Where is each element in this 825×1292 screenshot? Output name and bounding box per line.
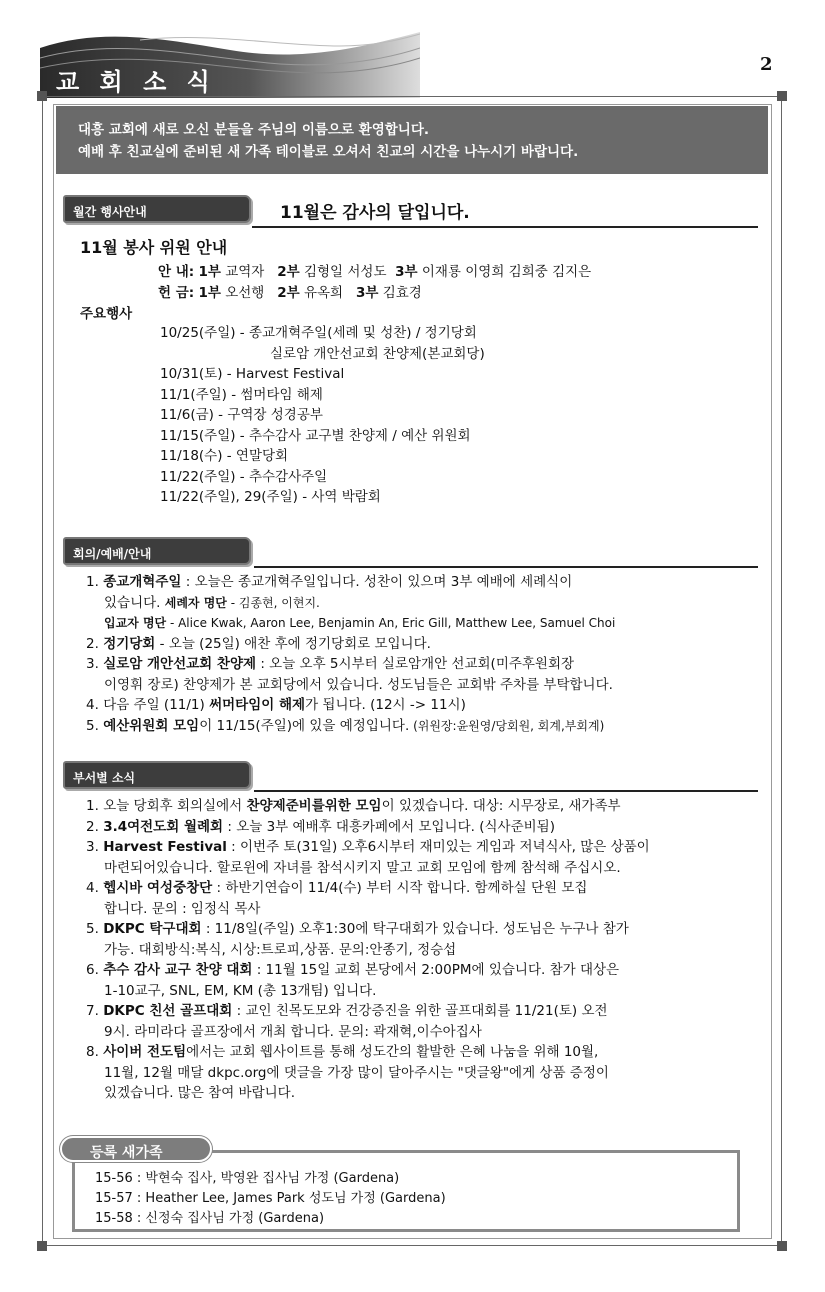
item-number: 5. xyxy=(86,717,99,734)
item-text: 에서는 교회 웹사이트를 통해 성도간의 활발한 은혜 나눔을 위해 10월, xyxy=(186,1044,599,1060)
item-number: 1. xyxy=(86,574,99,590)
frame-corner xyxy=(37,91,47,101)
tab-meetings: 회의/예배/안내 xyxy=(63,537,251,565)
item-text: 이 11/15(주일)에 있을 예정입니다. xyxy=(199,717,410,734)
list-item xyxy=(86,796,650,817)
departments-list xyxy=(86,796,650,1104)
volunteers-heading: 11월 봉사 위원 안내 xyxy=(80,238,228,257)
frame-corner xyxy=(37,1241,47,1251)
list-item xyxy=(86,675,615,696)
item-text: 가 됩니다. (12시 -> 11시) xyxy=(305,697,466,713)
service-label: 1부 xyxy=(198,285,221,301)
volunteer-names: 오선행 xyxy=(225,285,265,301)
item-text: 이 있겠습니다. 대상: 시무장로, 새가족부 xyxy=(381,798,621,814)
events-list xyxy=(160,323,485,508)
item-text: - Alice Kwak, Aaron Lee, Benjamin An, Eric Gill, Matthew Lee, Samuel Choi xyxy=(166,616,616,630)
item-text: 있겠습니다. 많은 참여 바랍니다. xyxy=(104,1085,295,1101)
usher-label: 안 내: xyxy=(158,264,195,280)
item-number: 4. xyxy=(86,697,99,713)
event-item: 11/6(금) - 구역장 성경공부 xyxy=(160,407,323,423)
list-item xyxy=(86,960,650,981)
event-item: 11/1(주일) - 썸머타임 해제 xyxy=(160,386,323,403)
list-item xyxy=(86,716,615,737)
list-item xyxy=(86,899,650,920)
item-title: Harvest Festival xyxy=(103,839,227,855)
event-item: 11/22(주일), 29(주일) - 사역 박람회 xyxy=(160,489,381,505)
item-title: 추수 감사 교구 찬양 대회 xyxy=(103,962,253,978)
event-item: 11/15(주일) - 추수감사 교구별 찬양제 / 예산 위원회 xyxy=(160,427,471,444)
item-number: 3. xyxy=(86,839,99,855)
service-label: 3부 xyxy=(395,264,418,280)
tab-new-family: 등록 새가족 xyxy=(60,1136,212,1162)
item-text: - 김종현, 이현지. xyxy=(226,595,320,610)
item-title: 써머타임이 해제 xyxy=(209,697,306,713)
event-item: 실로암 개안선교회 찬양제(본교회당) xyxy=(270,345,485,362)
item-title: DKPC 친선 골프대회 xyxy=(103,1003,233,1019)
item-text: 가능. 대회방식:복식, 시상:트로피,상품. 문의:안종기, 정승섭 xyxy=(104,941,457,958)
item-number: 2. xyxy=(86,635,99,652)
item-text: : 11/8일(주일) 오후1:30에 탁구대회가 있습니다. 성도님은 누구나 참가 xyxy=(201,921,629,937)
volunteer-names: 교역자 xyxy=(225,264,265,280)
item-title: DKPC 탁구대회 xyxy=(103,921,202,937)
item-text: : 오늘 3부 예배후 대흥카페에서 모입니다. (식사준비됨) xyxy=(223,818,555,835)
section-rule xyxy=(252,226,758,228)
list-item xyxy=(86,1063,650,1084)
item-title: 세례자 명단 xyxy=(164,595,227,610)
item-text: 11월, 12월 매달 dkpc.org에 댓글을 가장 많이 달아주시는 "댓글왕"에게 상품 증정이 xyxy=(104,1064,609,1081)
offering-label: 헌 금: xyxy=(158,285,195,301)
list-item xyxy=(86,634,615,655)
list-item xyxy=(86,695,615,716)
item-text: 있습니다. xyxy=(104,594,165,611)
item-text: : 오늘은 종교개혁주일입니다. 성찬이 있으며 3부 예배에 세례식이 xyxy=(181,574,573,590)
item-title: 입교자 명단 xyxy=(104,616,167,630)
volunteer-names: 이재룡 이영희 김희중 김지은 xyxy=(421,264,592,280)
page-number: 2 xyxy=(760,54,773,75)
list-item xyxy=(86,654,615,675)
offering-row xyxy=(158,283,422,303)
volunteer-names: 김형일 서성도 xyxy=(303,264,387,280)
list-item xyxy=(86,1001,650,1022)
item-title: 실로암 개안선교회 찬양제 xyxy=(103,656,257,672)
item-number: 3. xyxy=(86,656,99,672)
item-number: 2. xyxy=(86,818,99,835)
item-text: 다음 주일 (11/1) xyxy=(103,697,210,713)
item-text: : 11월 15일 교회 본당에서 2:00PM에 있습니다. 참가 대상은 xyxy=(252,962,620,978)
item-number: 8. xyxy=(86,1044,99,1060)
month-headline: 11월은 감사의 달입니다. xyxy=(280,203,470,223)
item-number: 1. xyxy=(86,798,99,814)
event-item: 10/31(토) - Harvest Festival xyxy=(160,366,345,382)
list-item xyxy=(86,1022,650,1043)
item-number: 5. xyxy=(86,921,99,937)
frame-corner xyxy=(777,91,787,101)
item-title: 정기당회 xyxy=(103,635,156,652)
tab-departments: 부서별 소식 xyxy=(63,761,251,789)
list-item xyxy=(86,1083,650,1104)
item-title: 3.4여전도회 월례회 xyxy=(103,818,224,835)
item-text: 마련되어있습니다. 할로윈에 자녀를 참석시키지 말고 교회 모임에 함께 참석해 주십시오. xyxy=(104,859,621,876)
item-text: 이영휘 장로) 찬양제가 본 교회당에서 있습니다. 성도님들은 교회밖 주차를 부탁합니다. xyxy=(104,676,613,693)
usher-row xyxy=(158,262,591,282)
service-label: 2부 xyxy=(277,264,300,280)
list-item xyxy=(86,572,615,593)
item-text: 1-10교구, SNL, EM, KM (총 13개팀) 입니다. xyxy=(104,982,377,999)
welcome-line: 대흥 교회에 새로 오신 분들을 주님의 이름으로 환영합니다. xyxy=(78,122,430,138)
item-text: - 오늘 (25일) 애찬 후에 정기당회로 모입니다. xyxy=(155,635,431,652)
item-title: 종교개혁주일 xyxy=(103,574,182,590)
events-heading: 주요행사 xyxy=(80,306,133,322)
section-rule xyxy=(254,790,758,792)
list-item xyxy=(86,613,615,634)
new-family-entry: 15-56 : 박현숙 집사, 박영완 집사님 가정 (Gardena) xyxy=(95,1171,400,1186)
item-title: 헵시바 여성중창단 xyxy=(103,880,213,896)
event-item: 11/22(주일) - 추수감사주일 xyxy=(160,468,328,485)
list-item xyxy=(86,837,650,858)
tab-monthly-events: 월간 행사안내 xyxy=(63,195,251,223)
welcome-box xyxy=(56,106,768,174)
list-item xyxy=(86,593,615,614)
item-text: : 하반기연습이 11/4(수) 부터 시작 합니다. 함께하실 단원 모집 xyxy=(212,880,588,896)
item-text: : 오늘 오후 5시부터 실로암개안 선교회(미주후원회장 xyxy=(256,656,575,672)
volunteer-names: 김효경 xyxy=(382,285,422,301)
new-family-box xyxy=(72,1150,740,1232)
event-item: 10/25(주일) - 종교개혁주일(세례 및 성찬) / 정기당회 xyxy=(160,325,477,341)
item-text: : 교인 친목도모와 건강증진을 위한 골프대회를 11/21(토) 오전 xyxy=(232,1003,608,1019)
list-item xyxy=(86,817,650,838)
list-item xyxy=(86,940,650,961)
item-number: 6. xyxy=(86,962,99,978)
service-label: 2부 xyxy=(277,285,300,301)
list-item xyxy=(86,858,650,879)
welcome-line: 예배 후 친교실에 준비된 새 가족 테이블로 오셔서 친교의 시간을 나누시기 바랍니다. xyxy=(78,144,579,160)
list-item xyxy=(86,981,650,1002)
list-item xyxy=(86,919,650,940)
service-label: 3부 xyxy=(355,285,379,301)
meetings-list xyxy=(86,572,615,736)
item-title: 예산위원회 모임 xyxy=(103,717,200,734)
item-text: 오늘 당회후 회의실에서 xyxy=(103,798,247,814)
new-family-entry: 15-58 : 신정숙 집사님 가정 (Gardena) xyxy=(95,1211,325,1226)
item-text: 9시. 라미라다 골프장에서 개최 합니다. 문의: 곽재혁,이수아집사 xyxy=(104,1023,482,1040)
item-note: (위원장:윤원영/당회원, 회계,부회계) xyxy=(409,718,605,733)
new-family-entry: 15-57 : Heather Lee, James Park 성도님 가정 (Gardena) xyxy=(95,1191,446,1206)
item-number: 7. xyxy=(86,1003,99,1019)
list-item xyxy=(86,878,650,899)
section-rule xyxy=(254,566,758,568)
new-family-list xyxy=(95,1169,446,1229)
section-title: 교 회 소 식 xyxy=(56,67,216,96)
item-text: : 이번주 토(31일) 오후6시부터 재미있는 게임과 저녁식사, 많은 상품이 xyxy=(226,839,650,855)
item-text: 합니다. 문의 : 임정식 목사 xyxy=(104,900,261,917)
frame-corner xyxy=(777,1241,787,1251)
item-title: 사이버 전도팀 xyxy=(103,1044,187,1060)
service-label: 1부 xyxy=(198,264,221,280)
item-number: 4. xyxy=(86,880,99,896)
event-item: 11/18(수) - 연말당회 xyxy=(160,448,289,464)
item-title: 찬양제준비를위한 모임 xyxy=(246,798,382,814)
list-item xyxy=(86,1042,650,1063)
volunteer-names: 유옥희 xyxy=(303,285,344,301)
